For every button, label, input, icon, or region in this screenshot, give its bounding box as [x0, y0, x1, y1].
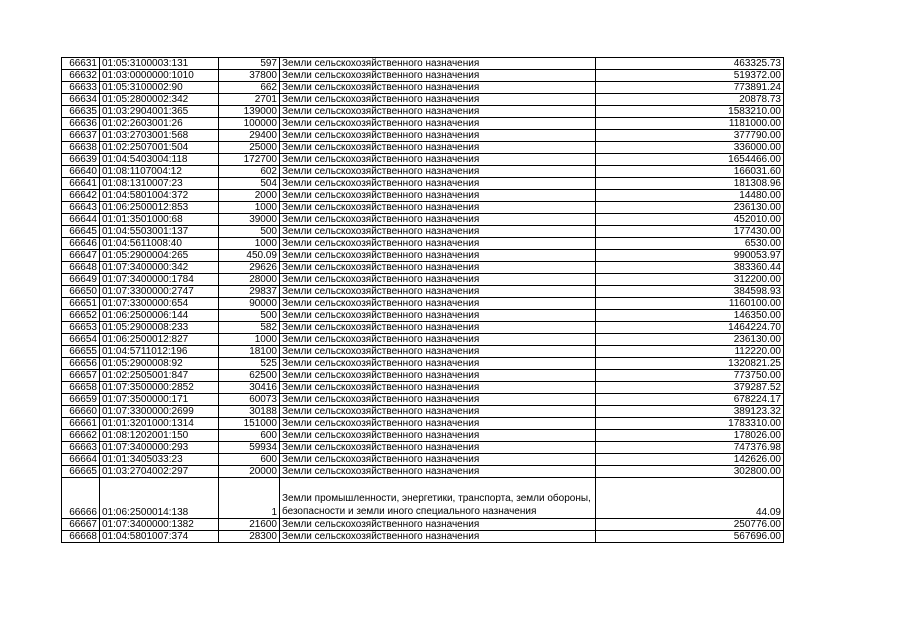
land-plots-table [61, 57, 784, 543]
land-category-cell: Земли сельскохозяйственного назначения [280, 154, 596, 166]
area-cell: 29626 [219, 262, 280, 274]
area-cell: 151000 [219, 418, 280, 430]
area-cell: 1 [219, 478, 280, 519]
cadastral-number-cell: 01:07:3500000:2852 [100, 382, 219, 394]
table-row [62, 142, 784, 154]
row-id-cell: 66633 [62, 82, 100, 94]
row-id-cell: 66659 [62, 394, 100, 406]
row-id-cell: 66663 [62, 442, 100, 454]
table-row [62, 382, 784, 394]
land-category-cell: Земли сельскохозяйственного назначения [280, 310, 596, 322]
land-category-cell: Земли сельскохозяйственного назначения [280, 322, 596, 334]
cadastral-value-cell: 384598.93 [596, 286, 784, 298]
cadastral-number-cell: 01:08:1107004:12 [100, 166, 219, 178]
table-row [62, 358, 784, 370]
row-id-cell: 66648 [62, 262, 100, 274]
land-category-cell: Земли сельскохозяйственного назначения [280, 118, 596, 130]
cadastral-value-cell: 312200.00 [596, 274, 784, 286]
cadastral-number-cell: 01:01:3501000:68 [100, 214, 219, 226]
cadastral-number-cell: 01:08:1310007:23 [100, 178, 219, 190]
row-id-cell: 66647 [62, 250, 100, 262]
land-category-cell: Земли сельскохозяйственного назначения [280, 382, 596, 394]
cadastral-number-cell: 01:04:5801004:372 [100, 190, 219, 202]
land-category-cell: Земли сельскохозяйственного назначения [280, 346, 596, 358]
table-row [62, 519, 784, 531]
cadastral-number-cell: 01:06:2500012:827 [100, 334, 219, 346]
cadastral-value-cell: 166031.60 [596, 166, 784, 178]
row-id-cell: 66664 [62, 454, 100, 466]
table-row [62, 531, 784, 543]
cadastral-number-cell: 01:04:5611008:40 [100, 238, 219, 250]
row-id-cell: 66660 [62, 406, 100, 418]
cadastral-value-cell: 379287.52 [596, 382, 784, 394]
cadastral-value-cell: 236130.00 [596, 334, 784, 346]
cadastral-number-cell: 01:06:2500012:853 [100, 202, 219, 214]
cadastral-value-cell: 1464224.70 [596, 322, 784, 334]
area-cell: 450.09 [219, 250, 280, 262]
cadastral-number-cell: 01:07:3400000:1784 [100, 274, 219, 286]
cadastral-value-cell: 463325.73 [596, 58, 784, 70]
area-cell: 602 [219, 166, 280, 178]
area-cell: 62500 [219, 370, 280, 382]
table-row [62, 430, 784, 442]
spreadsheet-page [61, 57, 784, 543]
row-id-cell: 66667 [62, 519, 100, 531]
row-id-cell: 66631 [62, 58, 100, 70]
land-category-cell: Земли сельскохозяйственного назначения [280, 106, 596, 118]
land-category-cell: Земли сельскохозяйственного назначения [280, 334, 596, 346]
table-row [62, 406, 784, 418]
land-category-cell: Земли сельскохозяйственного назначения [280, 274, 596, 286]
land-category-cell: Земли сельскохозяйственного назначения [280, 406, 596, 418]
cadastral-value-cell: 236130.00 [596, 202, 784, 214]
area-cell: 2701 [219, 94, 280, 106]
cadastral-number-cell: 01:05:3100003:131 [100, 58, 219, 70]
area-cell: 30416 [219, 382, 280, 394]
area-cell: 2000 [219, 190, 280, 202]
table-row [62, 70, 784, 82]
table-row [62, 370, 784, 382]
land-category-cell: Земли сельскохозяйственного назначения [280, 418, 596, 430]
land-category-cell: Земли сельскохозяйственного назначения [280, 358, 596, 370]
row-id-cell: 66640 [62, 166, 100, 178]
table-row [62, 154, 784, 166]
cadastral-number-cell: 01:07:3400000:293 [100, 442, 219, 454]
area-cell: 500 [219, 310, 280, 322]
table-row [62, 130, 784, 142]
table-row [62, 346, 784, 358]
area-cell: 600 [219, 430, 280, 442]
area-cell: 1000 [219, 202, 280, 214]
cadastral-value-cell: 14480.00 [596, 190, 784, 202]
row-id-cell: 66644 [62, 214, 100, 226]
area-cell: 1000 [219, 238, 280, 250]
row-id-cell: 66636 [62, 118, 100, 130]
land-category-cell: Земли сельскохозяйственного назначения [280, 130, 596, 142]
cadastral-number-cell: 01:03:2703001:568 [100, 130, 219, 142]
cadastral-number-cell: 01:02:2505001:847 [100, 370, 219, 382]
cadastral-number-cell: 01:02:2507001:504 [100, 142, 219, 154]
land-category-cell: Земли промышленности, энергетики, транспорта, земли обороны, безопасности и земли иного специального назначения [280, 478, 596, 519]
cadastral-value-cell: 990053.97 [596, 250, 784, 262]
cadastral-value-cell: 1320821.25 [596, 358, 784, 370]
row-id-cell: 66632 [62, 70, 100, 82]
row-id-cell: 66658 [62, 382, 100, 394]
row-id-cell: 66635 [62, 106, 100, 118]
table-row [62, 214, 784, 226]
row-id-cell: 66642 [62, 190, 100, 202]
cadastral-value-cell: 181308.96 [596, 178, 784, 190]
land-category-cell: Земли сельскохозяйственного назначения [280, 190, 596, 202]
cadastral-value-cell: 1181000.00 [596, 118, 784, 130]
area-cell: 100000 [219, 118, 280, 130]
land-category-cell: Земли сельскохозяйственного назначения [280, 250, 596, 262]
table-row [62, 442, 784, 454]
area-cell: 37800 [219, 70, 280, 82]
table-row [62, 262, 784, 274]
cadastral-value-cell: 146350.00 [596, 310, 784, 322]
cadastral-number-cell: 01:07:3300000:2747 [100, 286, 219, 298]
row-id-cell: 66643 [62, 202, 100, 214]
row-id-cell: 66646 [62, 238, 100, 250]
land-category-cell: Земли сельскохозяйственного назначения [280, 430, 596, 442]
table-row [62, 274, 784, 286]
area-cell: 139000 [219, 106, 280, 118]
cadastral-number-cell: 01:04:5711012:196 [100, 346, 219, 358]
row-id-cell: 66649 [62, 274, 100, 286]
table-row [62, 202, 784, 214]
land-category-cell: Земли сельскохозяйственного назначения [280, 82, 596, 94]
row-id-cell: 66650 [62, 286, 100, 298]
cadastral-number-cell: 01:06:2500006:144 [100, 310, 219, 322]
table-row [62, 58, 784, 70]
cadastral-value-cell: 389123.32 [596, 406, 784, 418]
row-id-cell: 66654 [62, 334, 100, 346]
table-row [62, 226, 784, 238]
table-row [62, 250, 784, 262]
row-id-cell: 66665 [62, 466, 100, 478]
cadastral-number-cell: 01:03:2904001:365 [100, 106, 219, 118]
table-row [62, 238, 784, 250]
cadastral-number-cell: 01:05:3100002:90 [100, 82, 219, 94]
cadastral-number-cell: 01:07:3300000:2699 [100, 406, 219, 418]
table-row [62, 166, 784, 178]
land-category-cell: Земли сельскохозяйственного назначения [280, 70, 596, 82]
row-id-cell: 66655 [62, 346, 100, 358]
area-cell: 30188 [219, 406, 280, 418]
land-category-cell: Земли сельскохозяйственного назначения [280, 238, 596, 250]
cadastral-number-cell: 01:02:2603001:26 [100, 118, 219, 130]
row-id-cell: 66634 [62, 94, 100, 106]
row-id-cell: 66656 [62, 358, 100, 370]
area-cell: 500 [219, 226, 280, 238]
cadastral-value-cell: 178026.00 [596, 430, 784, 442]
cadastral-value-cell: 177430.00 [596, 226, 784, 238]
area-cell: 25000 [219, 142, 280, 154]
land-category-cell: Земли сельскохозяйственного назначения [280, 262, 596, 274]
cadastral-value-cell: 567696.00 [596, 531, 784, 543]
cadastral-value-cell: 302800.00 [596, 466, 784, 478]
area-cell: 504 [219, 178, 280, 190]
table-row [62, 118, 784, 130]
row-id-cell: 66661 [62, 418, 100, 430]
cadastral-value-cell: 678224.17 [596, 394, 784, 406]
land-category-cell: Земли сельскохозяйственного назначения [280, 226, 596, 238]
area-cell: 525 [219, 358, 280, 370]
land-category-cell: Земли сельскохозяйственного назначения [280, 394, 596, 406]
cadastral-number-cell: 01:06:2500014:138 [100, 478, 219, 519]
cadastral-value-cell: 1583210.00 [596, 106, 784, 118]
table-row [62, 298, 784, 310]
area-cell: 597 [219, 58, 280, 70]
area-cell: 29837 [219, 286, 280, 298]
cadastral-number-cell: 01:07:3400000:1382 [100, 519, 219, 531]
table-row [62, 82, 784, 94]
area-cell: 600 [219, 454, 280, 466]
cadastral-number-cell: 01:04:5801007:374 [100, 531, 219, 543]
row-id-cell: 66666 [62, 478, 100, 519]
table-row [62, 334, 784, 346]
cadastral-value-cell: 519372.00 [596, 70, 784, 82]
row-id-cell: 66657 [62, 370, 100, 382]
table-row [62, 310, 784, 322]
area-cell: 18100 [219, 346, 280, 358]
table-row [62, 94, 784, 106]
cadastral-value-cell: 383360.44 [596, 262, 784, 274]
table-row [62, 190, 784, 202]
row-id-cell: 66645 [62, 226, 100, 238]
table-row [62, 466, 784, 478]
area-cell: 21600 [219, 519, 280, 531]
row-id-cell: 66637 [62, 130, 100, 142]
table-row [62, 478, 784, 519]
land-category-cell: Земли сельскохозяйственного назначения [280, 298, 596, 310]
land-category-cell: Земли сельскохозяйственного назначения [280, 519, 596, 531]
land-category-cell: Земли сельскохозяйственного назначения [280, 58, 596, 70]
cadastral-value-cell: 377790.00 [596, 130, 784, 142]
land-category-cell: Земли сельскохозяйственного назначения [280, 531, 596, 543]
cadastral-value-cell: 1160100.00 [596, 298, 784, 310]
cadastral-value-cell: 142626.00 [596, 454, 784, 466]
cadastral-value-cell: 250776.00 [596, 519, 784, 531]
cadastral-value-cell: 1783310.00 [596, 418, 784, 430]
cadastral-number-cell: 01:05:2800002:342 [100, 94, 219, 106]
row-id-cell: 66668 [62, 531, 100, 543]
land-category-cell: Земли сельскохозяйственного назначения [280, 454, 596, 466]
row-id-cell: 66639 [62, 154, 100, 166]
cadastral-number-cell: 01:05:2900008:233 [100, 322, 219, 334]
cadastral-value-cell: 452010.00 [596, 214, 784, 226]
table-row [62, 322, 784, 334]
area-cell: 1000 [219, 334, 280, 346]
cadastral-value-cell: 112220.00 [596, 346, 784, 358]
table-body [62, 58, 784, 543]
land-category-cell: Земли сельскохозяйственного назначения [280, 466, 596, 478]
row-id-cell: 66651 [62, 298, 100, 310]
area-cell: 28000 [219, 274, 280, 286]
area-cell: 20000 [219, 466, 280, 478]
area-cell: 39000 [219, 214, 280, 226]
area-cell: 60073 [219, 394, 280, 406]
cadastral-number-cell: 01:01:3405033:23 [100, 454, 219, 466]
cadastral-value-cell: 336000.00 [596, 142, 784, 154]
table-row [62, 418, 784, 430]
cadastral-number-cell: 01:04:5403004:118 [100, 154, 219, 166]
land-category-cell: Земли сельскохозяйственного назначения [280, 286, 596, 298]
row-id-cell: 66641 [62, 178, 100, 190]
cadastral-value-cell: 773750.00 [596, 370, 784, 382]
cadastral-number-cell: 01:04:5503001:137 [100, 226, 219, 238]
land-category-cell: Земли сельскохозяйственного назначения [280, 214, 596, 226]
cadastral-number-cell: 01:07:3400000:342 [100, 262, 219, 274]
land-category-cell: Земли сельскохозяйственного назначения [280, 202, 596, 214]
row-id-cell: 66662 [62, 430, 100, 442]
area-cell: 582 [219, 322, 280, 334]
cadastral-number-cell: 01:03:2704002:297 [100, 466, 219, 478]
land-category-cell: Земли сельскохозяйственного назначения [280, 94, 596, 106]
cadastral-value-cell: 747376.98 [596, 442, 784, 454]
cadastral-value-cell: 1654466.00 [596, 154, 784, 166]
cadastral-value-cell: 6530.00 [596, 238, 784, 250]
land-category-cell: Земли сельскохозяйственного назначения [280, 142, 596, 154]
land-category-cell: Земли сельскохозяйственного назначения [280, 166, 596, 178]
cadastral-number-cell: 01:08:1202001:150 [100, 430, 219, 442]
area-cell: 29400 [219, 130, 280, 142]
land-category-cell: Земли сельскохозяйственного назначения [280, 178, 596, 190]
table-row [62, 286, 784, 298]
area-cell: 28300 [219, 531, 280, 543]
table-row [62, 454, 784, 466]
cadastral-number-cell: 01:07:3500000:171 [100, 394, 219, 406]
land-category-cell: Земли сельскохозяйственного назначения [280, 370, 596, 382]
area-cell: 172700 [219, 154, 280, 166]
area-cell: 59934 [219, 442, 280, 454]
table-row [62, 394, 784, 406]
area-cell: 90000 [219, 298, 280, 310]
row-id-cell: 66653 [62, 322, 100, 334]
table-row [62, 178, 784, 190]
land-category-cell: Земли сельскохозяйственного назначения [280, 442, 596, 454]
cadastral-number-cell: 01:07:3300000:654 [100, 298, 219, 310]
cadastral-number-cell: 01:05:2900004:265 [100, 250, 219, 262]
area-cell: 662 [219, 82, 280, 94]
cadastral-value-cell: 44.09 [596, 478, 784, 519]
cadastral-number-cell: 01:05:2900008:92 [100, 358, 219, 370]
row-id-cell: 66652 [62, 310, 100, 322]
row-id-cell: 66638 [62, 142, 100, 154]
cadastral-number-cell: 01:03:0000000:1010 [100, 70, 219, 82]
cadastral-number-cell: 01:01:3201000:1314 [100, 418, 219, 430]
cadastral-value-cell: 773891.24 [596, 82, 784, 94]
cadastral-value-cell: 20878.73 [596, 94, 784, 106]
table-row [62, 106, 784, 118]
